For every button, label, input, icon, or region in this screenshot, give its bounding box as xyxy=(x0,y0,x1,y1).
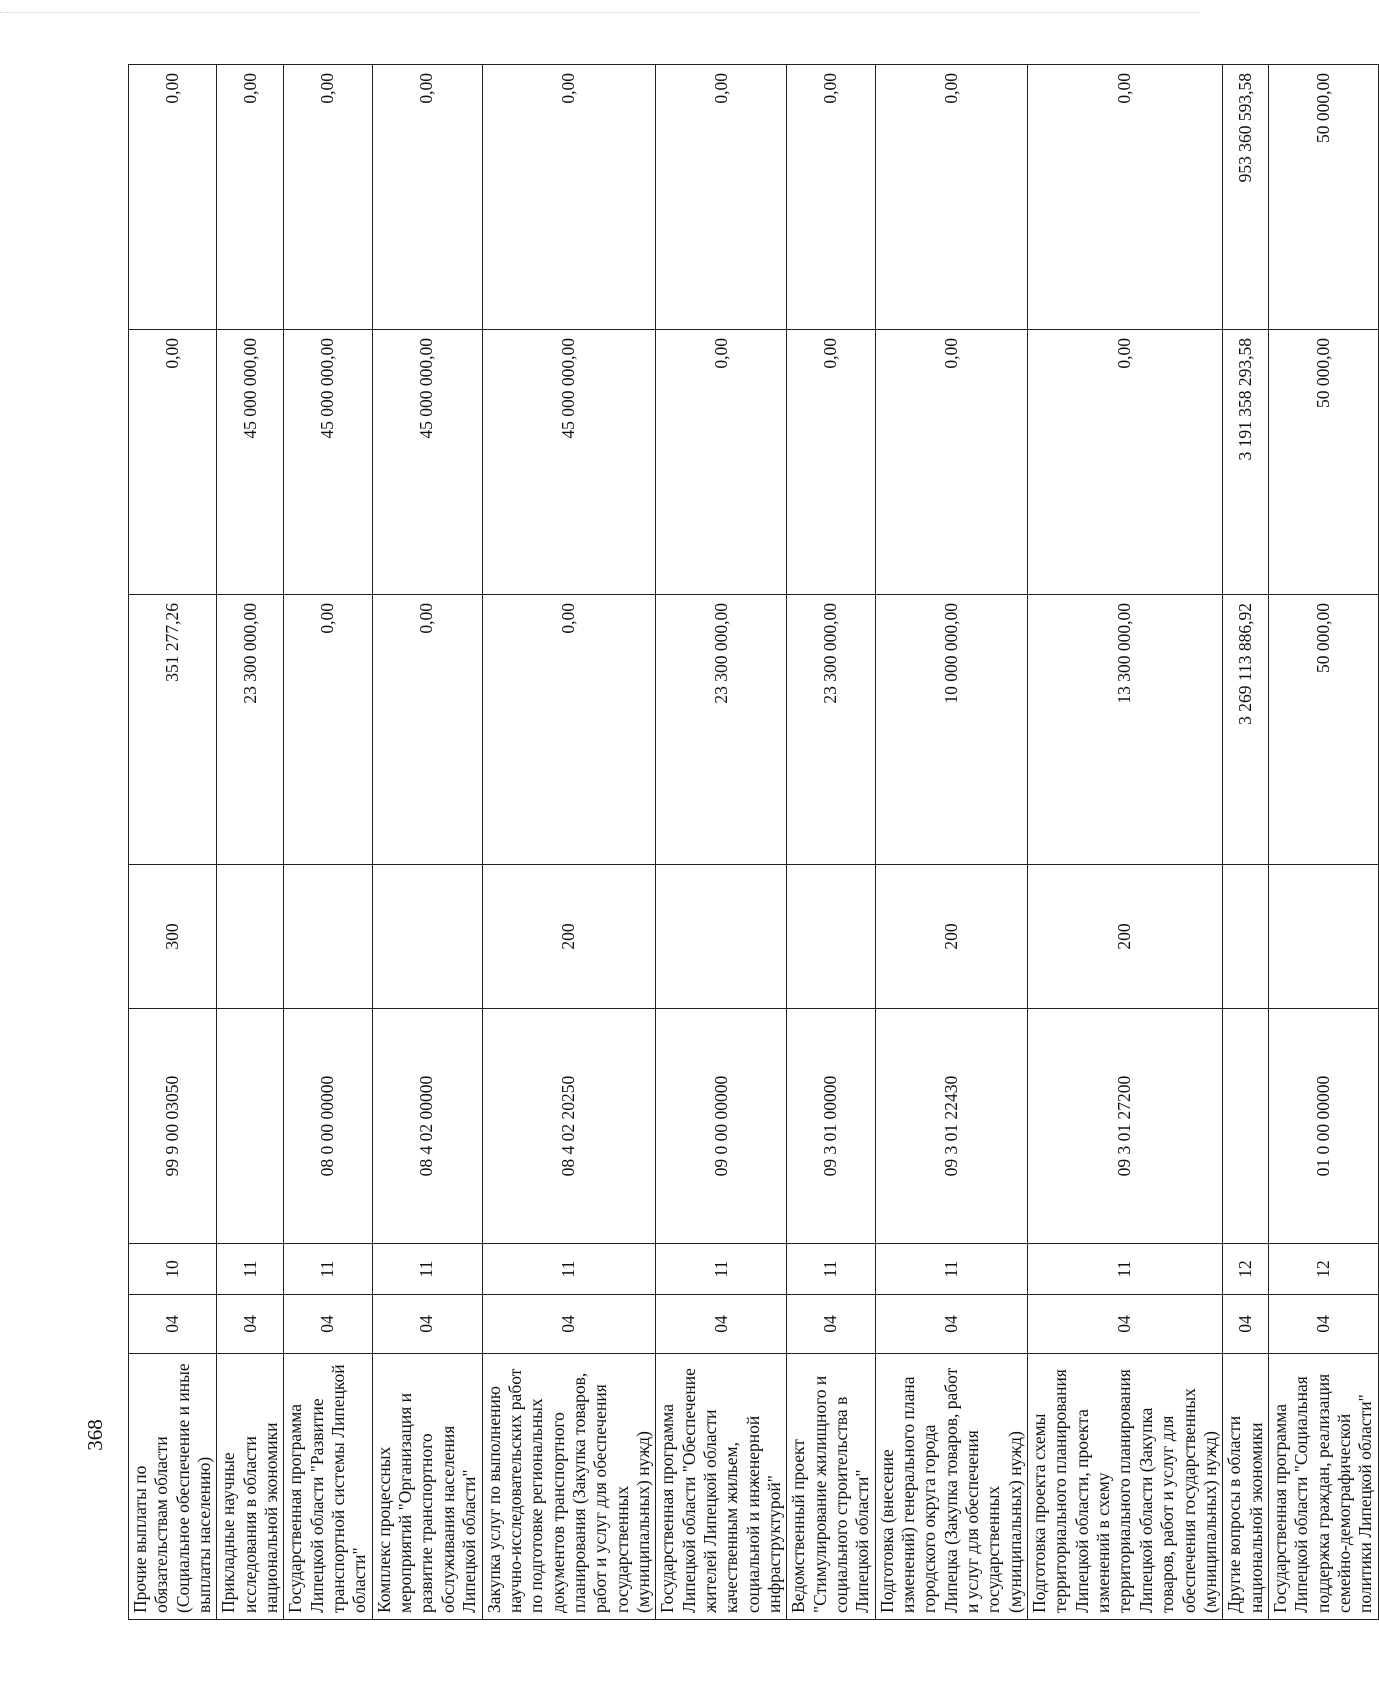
row-target-article: 99 9 00 03050 xyxy=(129,1009,217,1244)
row-expense-type: 300 xyxy=(129,865,217,1009)
row-section: 04 xyxy=(372,1295,482,1354)
row-name: Государственная программа Липецкой области "Развитие транспортной системы Липецкой области" xyxy=(284,1354,372,1620)
row-sum-3: 0,00 xyxy=(787,65,875,330)
row-sum-2: 50 000,00 xyxy=(1268,330,1378,595)
row-expense-type xyxy=(1268,865,1378,1009)
row-sum-1: 13 300 000,00 xyxy=(1028,595,1223,865)
row-subsection: 11 xyxy=(217,1244,284,1295)
row-sum-2: 45 000 000,00 xyxy=(217,330,284,595)
row-section: 04 xyxy=(656,1295,787,1354)
row-sum-2: 0,00 xyxy=(875,330,1027,595)
row-sum-2: 0,00 xyxy=(129,330,217,595)
rotated-table-container xyxy=(128,65,1376,1620)
row-sum-1: 0,00 xyxy=(284,595,372,865)
table-row xyxy=(787,65,875,1620)
row-expense-type xyxy=(1223,865,1269,1009)
row-section: 04 xyxy=(875,1295,1027,1354)
row-target-article: 09 3 01 00000 xyxy=(787,1009,875,1244)
row-subsection: 12 xyxy=(1268,1244,1378,1295)
row-target-article xyxy=(217,1009,284,1244)
row-sum-1: 10 000 000,00 xyxy=(875,595,1027,865)
row-target-article: 09 3 01 22430 xyxy=(875,1009,1027,1244)
row-expense-type xyxy=(284,865,372,1009)
row-sum-1: 50 000,00 xyxy=(1268,595,1378,865)
row-name: Другие вопросы в области национальной экономики xyxy=(1223,1354,1269,1620)
table-row xyxy=(129,65,217,1620)
row-sum-3: 50 000,00 xyxy=(1268,65,1378,330)
row-sum-3: 0,00 xyxy=(372,65,482,330)
row-sum-2: 0,00 xyxy=(656,330,787,595)
row-expense-type xyxy=(372,865,482,1009)
row-sum-2: 45 000 000,00 xyxy=(482,330,656,595)
row-subsection: 11 xyxy=(787,1244,875,1295)
row-sum-1: 0,00 xyxy=(482,595,656,865)
row-subsection: 11 xyxy=(482,1244,656,1295)
row-subsection: 11 xyxy=(875,1244,1027,1295)
row-target-article: 09 0 00 00000 xyxy=(656,1009,787,1244)
row-expense-type xyxy=(217,865,284,1009)
row-target-article xyxy=(1223,1009,1269,1244)
row-expense-type: 200 xyxy=(875,865,1027,1009)
page-number: 368 xyxy=(82,1419,107,1451)
table-row xyxy=(656,65,787,1620)
table-row xyxy=(1268,65,1378,1620)
row-section: 04 xyxy=(284,1295,372,1354)
row-section: 04 xyxy=(482,1295,656,1354)
row-section: 04 xyxy=(1268,1295,1378,1354)
row-name: Подготовка проекта схемы территориального планирования Липецкой области, проекта изменений в схему территориального планирования Липецкой области (Закупка товаров, работ и услуг для обеспечения государственных (муниципальных) нужд) xyxy=(1028,1354,1223,1620)
row-sum-3: 0,00 xyxy=(284,65,372,330)
row-subsection: 10 xyxy=(129,1244,217,1295)
row-expense-type: 200 xyxy=(1028,865,1223,1009)
row-sum-1: 23 300 000,00 xyxy=(656,595,787,865)
row-sum-3: 0,00 xyxy=(217,65,284,330)
top-dotted-rule xyxy=(0,12,1200,13)
row-subsection: 11 xyxy=(372,1244,482,1295)
row-sum-3: 953 360 593,58 xyxy=(1223,65,1269,330)
row-section: 04 xyxy=(787,1295,875,1354)
row-section: 04 xyxy=(1028,1295,1223,1354)
row-name: Подготовка (внесение изменений) генерального плана городского округа города Липецка (Закупка товаров, работ и услуг для обеспечения государственных (муниципальных) нужд) xyxy=(875,1354,1027,1620)
row-sum-3: 0,00 xyxy=(875,65,1027,330)
row-sum-3: 0,00 xyxy=(482,65,656,330)
table-row xyxy=(284,65,372,1620)
row-subsection: 12 xyxy=(1223,1244,1269,1295)
row-sum-2: 3 191 358 293,58 xyxy=(1223,330,1269,595)
row-subsection: 11 xyxy=(1028,1244,1223,1295)
row-target-article: 09 3 01 27200 xyxy=(1028,1009,1223,1244)
table-row xyxy=(875,65,1027,1620)
row-section: 04 xyxy=(1223,1295,1269,1354)
row-sum-1: 3 269 113 886,92 xyxy=(1223,595,1269,865)
row-sum-2: 0,00 xyxy=(1028,330,1223,595)
table-row xyxy=(1223,65,1269,1620)
table-row xyxy=(217,65,284,1620)
table-row xyxy=(372,65,482,1620)
row-subsection: 11 xyxy=(656,1244,787,1295)
row-name: Прикладные научные исследования в области национальной экономики xyxy=(217,1354,284,1620)
row-sum-1: 23 300 000,00 xyxy=(217,595,284,865)
row-sum-1: 351 277,26 xyxy=(129,595,217,865)
row-name: Ведомственный проект "Стимулирование жилищного и социального строительства в Липецкой области" xyxy=(787,1354,875,1620)
row-target-article: 01 0 00 00000 xyxy=(1268,1009,1378,1244)
row-sum-2: 45 000 000,00 xyxy=(372,330,482,595)
row-name: Государственная программа Липецкой области "Обеспечение жителей Липецкой области качественным жильем, социальной и инженерной инфраструктурой" xyxy=(656,1354,787,1620)
row-target-article: 08 4 02 20250 xyxy=(482,1009,656,1244)
row-sum-1: 0,00 xyxy=(372,595,482,865)
row-name: Государственная программа Липецкой области "Социальная поддержка граждан, реализация семейно-демографической политики Липецкой области" xyxy=(1268,1354,1378,1620)
row-sum-1: 23 300 000,00 xyxy=(787,595,875,865)
row-sum-3: 0,00 xyxy=(656,65,787,330)
table-row xyxy=(482,65,656,1620)
row-expense-type: 200 xyxy=(482,865,656,1009)
row-section: 04 xyxy=(217,1295,284,1354)
row-name: Закупка услуг по выполнению научно-исследовательских работ по подготовке региональных документов транспортного планирования (Закупка товаров, работ и услуг для обеспечения государственных (муниципальных) нужд) xyxy=(482,1354,656,1620)
row-sum-3: 0,00 xyxy=(1028,65,1223,330)
row-section: 04 xyxy=(129,1295,217,1354)
row-sum-3: 0,00 xyxy=(129,65,217,330)
row-name: Прочие выплаты по обязательствам области (Социальное обеспечение и иные выплаты населению) xyxy=(129,1354,217,1620)
row-subsection: 11 xyxy=(284,1244,372,1295)
row-sum-2: 45 000 000,00 xyxy=(284,330,372,595)
row-target-article: 08 0 00 00000 xyxy=(284,1009,372,1244)
budget-table xyxy=(128,64,1379,1620)
row-expense-type xyxy=(656,865,787,1009)
table-row xyxy=(1028,65,1223,1620)
row-target-article: 08 4 02 00000 xyxy=(372,1009,482,1244)
row-sum-2: 0,00 xyxy=(787,330,875,595)
row-name: Комплекс процессных мероприятий "Организация и развитие транспортного обслуживания населения Липецкой области" xyxy=(372,1354,482,1620)
row-expense-type xyxy=(787,865,875,1009)
